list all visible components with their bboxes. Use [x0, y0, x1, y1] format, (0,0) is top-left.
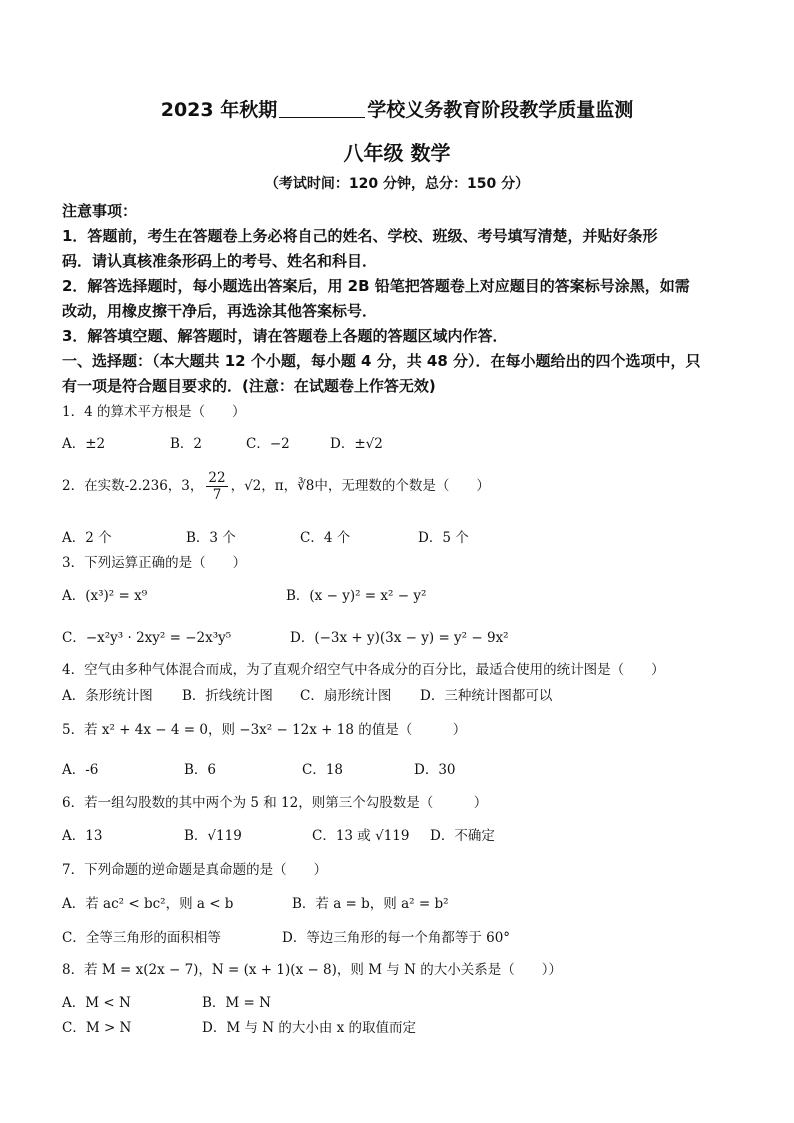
section-1-heading-line-2: 有一项是符合题目要求的．(注意：在试题卷上作答无效)	[62, 377, 436, 395]
question-7-option-a: A．若 ac² < bc²，则 a < b	[62, 896, 234, 912]
fraction-22-7	[206, 470, 227, 503]
question-3-option-b: B．(x − y)² = x² − y²	[286, 588, 427, 604]
question-6-option-b: B．√119	[184, 828, 242, 844]
notice-item-1-line-1: 1．答题前，考生在答题卷上务必将自己的姓名、学校、班级、考号填写清楚，并贴好条形	[62, 227, 658, 245]
question-3-option-d: D．(−3x + y)(3x − y) = y² − 9x²	[290, 630, 509, 646]
question-3-option-c: C．−x²y³ · 2xy² = −2x³y⁵	[62, 630, 232, 646]
question-2-option-c: C．4 个	[300, 530, 351, 546]
question-2-stem-start: 2．在实数-2.236，3，	[62, 478, 204, 494]
question-4-stem: 4．空气由多种气体混合而成，为了直观介绍空气中各成分的百分比，最适合使用的统计图是（ ）	[62, 662, 665, 678]
notice-heading: 注意事项：	[62, 202, 138, 220]
question-5-option-c: C．18	[302, 762, 344, 778]
question-5-option-d: D．30	[414, 762, 456, 778]
question-6-stem: 6．若一组勾股数的其中两个为 5 和 12，则第三个勾股数是（ ）	[62, 795, 488, 811]
question-6-option-d: D．不确定	[430, 828, 495, 844]
question-2-option-a: A．2 个	[62, 530, 112, 546]
question-4-option-a: A．条形统计图	[62, 688, 153, 704]
notice-item-2-line-2: 改动，用橡皮擦干净后，再选涂其他答案标号．	[62, 302, 378, 320]
question-8-option-b: B．M = N	[202, 995, 271, 1011]
question-6-option-c: C．13 或 √119	[312, 828, 410, 844]
question-1-option-b: B．2	[170, 436, 203, 452]
question-4-option-b: B．折线统计图	[182, 688, 273, 704]
question-8-stem: 8．若 M = x(2x − 7)，N = (x + 1)(x − 8)，则 M 与 N 的大小关系是（ ））	[62, 962, 562, 978]
question-7-option-c: C．全等三角形的面积相等	[62, 930, 221, 946]
question-8-option-a: A．M < N	[62, 995, 131, 1011]
title-prefix: 2023 年秋期	[160, 99, 278, 121]
question-1-option-c: C．−2	[246, 436, 290, 452]
school-name-blank	[279, 117, 365, 118]
exam-info: （考试时间：120 分钟，总分：150 分）	[264, 176, 530, 192]
question-2-option-b: B．3 个	[186, 530, 236, 546]
question-5-stem: 5．若 x² + 4x − 4 = 0，则 −3x² − 12x + 18 的值是（ ）	[62, 722, 467, 738]
notice-item-1-line-2: 码．请认真核准条形码上的考号、姓名和科目．	[62, 252, 378, 270]
notice-item-2-line-1: 2．解答选择题时，每小题选出答案后，用 2B 铅笔把答题卷上对应题目的答案标号涂黑，如需	[62, 277, 690, 295]
question-7-stem: 7．下列命题的逆命题是真命题的是（ ）	[62, 862, 328, 878]
question-4-option-c: C．扇形统计图	[300, 688, 392, 704]
title-suffix: 学校义务教育阶段教学质量监测	[367, 99, 634, 121]
question-5-option-a: A．-6	[62, 762, 99, 778]
section-1-heading-line-1: 一、选择题：（本大题共 12 个小题，每小题 4 分，共 48 分）．在每小题给出的四个选项中，只	[62, 352, 701, 370]
question-8-option-c: C．M > N	[62, 1020, 132, 1036]
fraction-denominator: 7	[212, 487, 222, 503]
question-6-option-a: A．13	[62, 828, 103, 844]
question-5-option-b: B．6	[184, 762, 217, 778]
question-8-option-d: D．M 与 N 的大小由 x 的取值而定	[202, 1020, 417, 1036]
question-3-stem: 3．下列运算正确的是（ ）	[62, 555, 247, 571]
question-2-stem	[62, 470, 490, 503]
notice-item-3: 3．解答填空题、解答题时，请在答题卷上各题的答题区域内作答．	[62, 327, 508, 345]
question-4-option-d: D．三种统计图都可以	[420, 688, 553, 704]
question-2-stem-end: ，√2，π，∛8中，无理数的个数是（ ）	[230, 478, 490, 494]
question-7-option-b: B．若 a = b，则 a² = b²	[292, 896, 449, 912]
question-1-option-a: A．±2	[62, 436, 106, 452]
question-3-option-a: A．(x³)² = x⁹	[62, 588, 148, 604]
question-1-option-d: D．±√2	[330, 436, 383, 452]
exam-title	[0, 95, 794, 122]
question-1-stem: 1．4 的算术平方根是（ ）	[62, 404, 246, 420]
exam-subtitle: 八年级 数学	[343, 141, 451, 165]
question-2-option-d: D．5 个	[418, 530, 469, 546]
question-7-option-d: D．等边三角形的每一个角都等于 60°	[282, 930, 511, 946]
fraction-numerator: 22	[208, 470, 226, 486]
